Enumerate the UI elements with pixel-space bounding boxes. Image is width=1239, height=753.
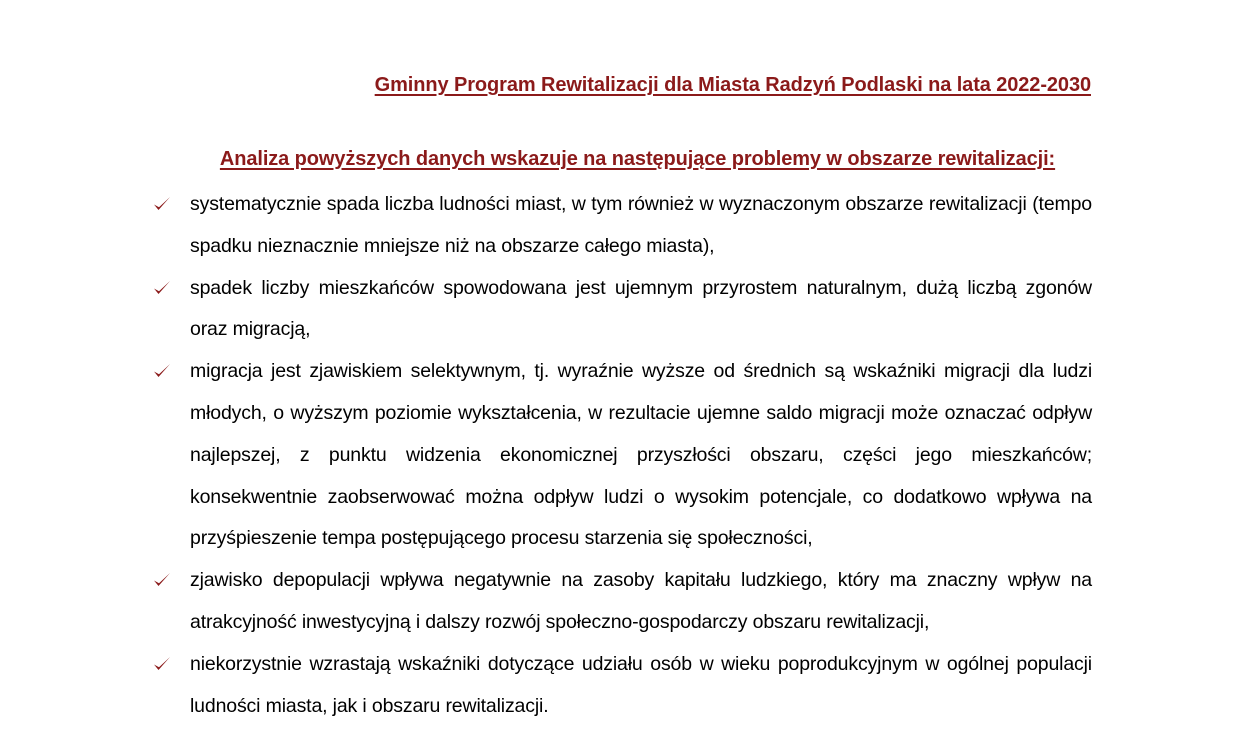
list-item-text: zjawisko depopulacji wpływa negatywnie na zasoby kapitału ludzkiego, który ma znaczny wpływ na atrakcyjność inwestycyjną i dalszy rozwój społeczno-gospodarczy obszaru rewitalizacji, [190, 569, 1092, 633]
checkmark-icon [150, 560, 190, 602]
checkmark-icon [150, 184, 190, 226]
list-item [150, 351, 1092, 560]
list-item [150, 560, 1092, 644]
list-item-text: niekorzystnie wzrastają wskaźniki dotyczące udziału osób w wieku poprodukcyjnym w ogólnej populacji ludności miasta, jak i obszaru rewitalizacji. [190, 652, 1092, 717]
list-item [150, 268, 1092, 352]
checkmark-icon [150, 351, 190, 393]
problem-list [150, 184, 1092, 727]
list-item-text: systematycznie spada liczba ludności miast, w tym również w wyznaczonym obszarze rewitalizacji (tempo spadku nieznacznie mniejsze niż na obszarze całego miasta), [190, 193, 1092, 257]
list-item-text: spadek liczby mieszkańców spowodowana jest ujemnym przyrostem naturalnym, dużą liczbą zgonów oraz migracją, [190, 276, 1092, 341]
section-heading: Analiza powyższych danych wskazuje na następujące problemy w obszarze rewitalizacji: [219, 148, 1056, 170]
document-header: Gminny Program Rewitalizacji dla Miasta Radzyń Podlaski na lata 2022-2030 [374, 74, 1091, 96]
list-item [150, 184, 1092, 268]
list-item [150, 644, 1092, 728]
checkmark-icon [150, 644, 190, 686]
checkmark-icon [150, 268, 190, 310]
list-item-text: migracja jest zjawiskiem selektywnym, tj. wyraźnie wyższe od średnich są wskaźniki migracji dla ludzi młodych, o wyższym poziomie wykształcenia, w rezultacie ujemne saldo migracji może oznaczać odpływ najlepszej, z punktu widzenia ekonomicznej przyszłości obszaru, części jego mieszkańców; konsekwentnie zaobserwować można odpływ ludzi o wysokim potencjale, co dodatkowo wpływa na przyśpieszenie tempa postępującego procesu starzenia się społeczności, [190, 360, 1092, 550]
